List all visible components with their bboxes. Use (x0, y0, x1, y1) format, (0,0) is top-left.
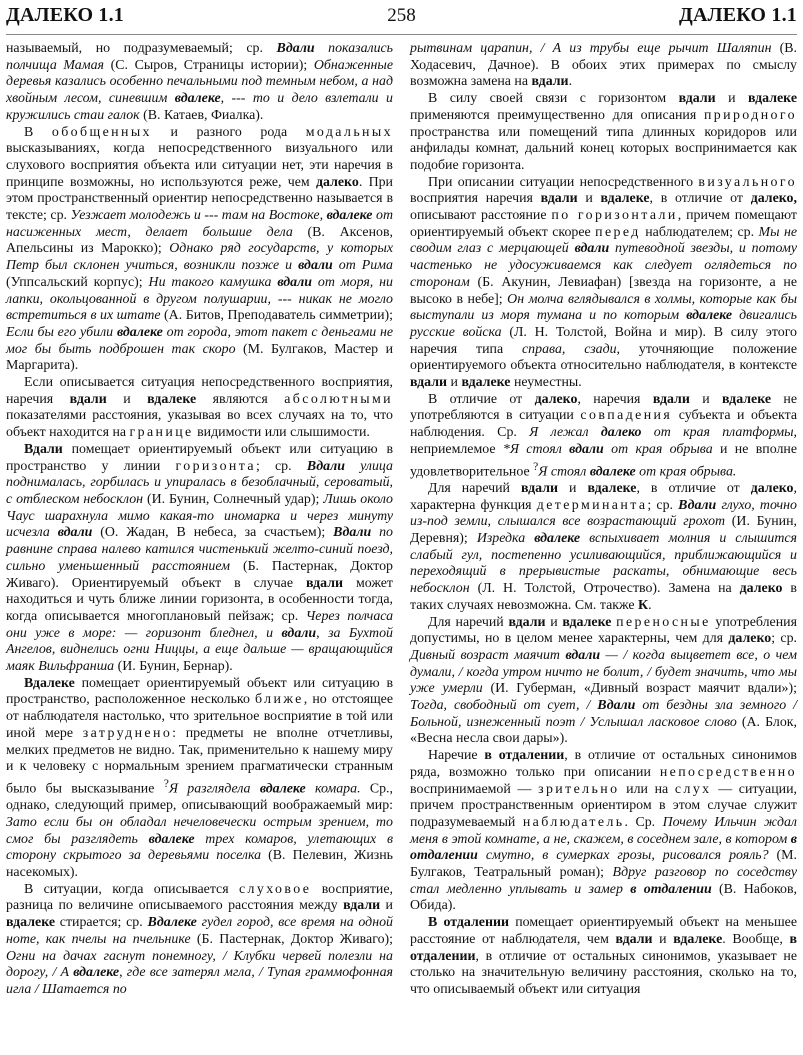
paragraph: В отдалении помещает ориентируемый объект на меньшее расстояние от наблюдателя, чем вдали и вдалеке. Вообще, в отдалении, в отличие от остальных синонимов, указывает не столько на значительную величину расстояния, сколько на то, что описываемый объект или ситуация (410, 915, 798, 997)
page-number: 258 (387, 5, 416, 26)
page-header (6, 4, 797, 35)
paragraph: Вдали помещает ориентируемый объект или ситуацию в пространство у линии горизонта; ср. Вдали улица поднималась, горбилась и упиралась в безоблачный, сероватый, с отблеском небосклон (И. Бунин, Солнечный удар); Лишь около Чаус шарахнула мимо какая-то иномарка и через минуту исчезла вдали (О. Жадан, В небеса, за счастьем); Вдали по равнине справа налево катился чистенький желто-синий поезд, сильно уменьшенный расстоянием (Б. Пастернак, Доктор Живаго). Ориентируемый объект в случае вдали может находиться и чуть ближе линии горизонта, в особенности тогда, когда описывается многоплановый пейзаж; ср. Через полчаса они уже в море: — горизонт бледнел, и вдали, за Бухтой Ангелов, виднелись огни Ниццы, а еще дальше — вращающийся маяк Вильфранша (И. Бунин, Бернар). (6, 441, 394, 675)
paragraph: В обобщенных и разного рода модальных высказываниях, когда непосредственного визуального или слухового восприятия объекта или ситуации нет, эти наречия в принципе возможны, но используются реже, чем далеко. При этом пространственный ориентир непосредственно называется в тексте; ср. Уезжает молодежь и --- там на Востоке, вдалеке от насиженных мест, делает большие дела (В. Аксенов, Апельсины из Марокко); Однако ряд государств, у которых Петр был склонен учиться, возникли позже и вдали от Рима (Уппсальский корпус); Ни такого камушка вдали от моря, ни лапки, окольцованной в другом полушарии, --- никак не могло встретиться в их штате (А. Битов, Преподаватель симметрии); Если бы его убили вдалеке от города, этот пакет с деньгами не мог бы быть подброшен так скоро (М. Булгаков, Мастер и Маргарита). (6, 124, 394, 374)
paragraph: Для наречий вдали и вдалеке переносные употребления допустимы, но в целом менее характерны, чем для далеко; ср. Дивный возраст маячит вдали — / когда выцветет все, о чем думали, / когда утром ничто не болит, / будет значить, что мы уже умерли (И. Губерман, «Дивный возраст маячит вдали»); Тогда, свободный от сует, / Вдали от бездны зла земного / Больной, изнеженный поэт / Услышал ласковое слово (А. Блок, «Весна несла свои дары»). (410, 614, 798, 747)
paragraph: Для наречий вдали и вдалеке, в отличие от далеко, характерна функция детерминанта; ср. Вдали глухо, точно из-под земли, слышался все возрастающий грохот (И. Бунин, Деревня); Изредка вдалеке вспыхивает молния и слышится слабый гул, постепенно усиливающийся, приближающийся и переходящий в прерывистые раскаты, обнимающие весь небосклон (Л. Н. Толстой, Отрочество). Замена на далеко в таких случаях невозможна. См. также К. (410, 480, 797, 613)
paragraph: В силу своей связи с горизонтом вдали и вдалеке применяются преимущественно для описания природного пространства или помещений типа длинных коридоров или анфилады комнат, дальний конец которых воспринимается как подобие горизонта. (410, 91, 797, 173)
paragraph: рытвинам царапин, / А из трубы еще рычит Шаляпин (В. Ходасевич, Дачное). В обоих этих примерах по смыслу возможна замена на вдали. (410, 41, 797, 90)
paragraph: При описании ситуации непосредственного визуального восприятия наречия вдали и вдалеке, в отличие от далеко, описывают расстояние по горизонтали, причем помещают ориентируемый объект скорее перед наблюдателем; ср. Мы не сводим глаз с мерцающей вдали путеводной звезды, и потому частенько не удосуживаемся как следует оглядеться по сторонам (Б. Акунин, Левиафан) [звезда на горизонте, а не высоко в небе]; Он молча вглядывался в холмы, которые как бы выступали из моря тумана и по которым вдалеке двигались русские войска (Л. Н. Толстой, Война и мир). В силу этого наречия типа справа, сзади, уточняющие положение ориентируемого объекта относительно наблюдателя, в контексте вдали и вдалеке неуместны. (410, 174, 798, 391)
text-columns (6, 41, 797, 999)
paragraph: В ситуации, когда описывается слуховое восприятие, разница по величине описываемого расстояния между вдали и вдалеке стирается; ср. Вдалеке гудел город, все время на одной ноте, как пчелы на пчельнике (Б. Пастернак, Доктор Живаго); Огни на дачах гаснут понемногу, / Клубки червей полезли на дорогу, / А вдалеке, где все затерял мгла, / Тупая граммофонная игла / Шатается по (6, 881, 393, 997)
paragraph: Вдалеке помещает ориентируемый объект или ситуацию в пространство, расположенное несколько ближе, но отстоящее от наблюдателя настолько, что зрительное восприятие в той или иной мере затруднено: предметы не вполне отчетливы, мелких предметов не видно. Так, применительно к нашему миру и к человеку с нормальным зрением прагматически странным было бы высказывание ?Я разглядела вдалеке комара. Ср., однако, следующий пример, описывающий воображаемый мир: Зато если бы он обладал нечеловечески острым зрением, то смог бы разглядеть вдалеке трех комаров, улетающих в сторону скрытого за деревьями поселка (В. Пелевин, Жизнь насекомых). (6, 675, 394, 881)
right-column (410, 41, 797, 999)
paragraph: Наречие в отдалении, в отличие от остальных синонимов ряда, возможно только при описании непосредственно воспринимаемой — зрительно или на слух — ситуации, причем пространственным ориентиром в этом случае служит подразумеваемый наблюдатель. Ср. Почему Ильчин ждал меня в этой комнате, а не, скажем, в соседнем зале, в котором в отдалении смутно, в сумерках грозы, рисовался рояль? (М. Булгаков, Театральный роман); Вдруг разговор по соседству стал медленно уплывать и замер в отдалении (В. Набоков, Обида). (410, 748, 797, 914)
running-head-left: ДАЛЕКО 1.1 (6, 4, 125, 26)
paragraph: Если описывается ситуация непосредственного восприятия, наречия вдали и вдалеке являются абсолютными показателями расстояния, указывая во всех случаях на то, что объект находится на границе видимости или слышимости. (6, 375, 393, 441)
left-column (6, 41, 393, 999)
paragraph: называемый, но подразумеваемый; ср. Вдали показались полчища Мамая (С. Сыров, Страницы истории); Обнаженные деревья казались особенно печальными под темным небом, а над хвойным лесом, синевшим вдалеке, --- то и дело взлетали и кружились стаи галок (В. Катаев, Фиалка). (6, 41, 393, 123)
running-head-right: ДАЛЕКО 1.1 (678, 4, 797, 26)
paragraph: В отличие от далеко, наречия вдали и вдалеке не употребляются в ситуации совпадения субъекта и объекта наблюдения. Ср. Я лежал далеко от края платформы, неприемлемое *Я стоял вдали от края обрыва и не вполне удовлетворительное ?Я стоял вдалеке от края обрыва. (410, 391, 798, 480)
